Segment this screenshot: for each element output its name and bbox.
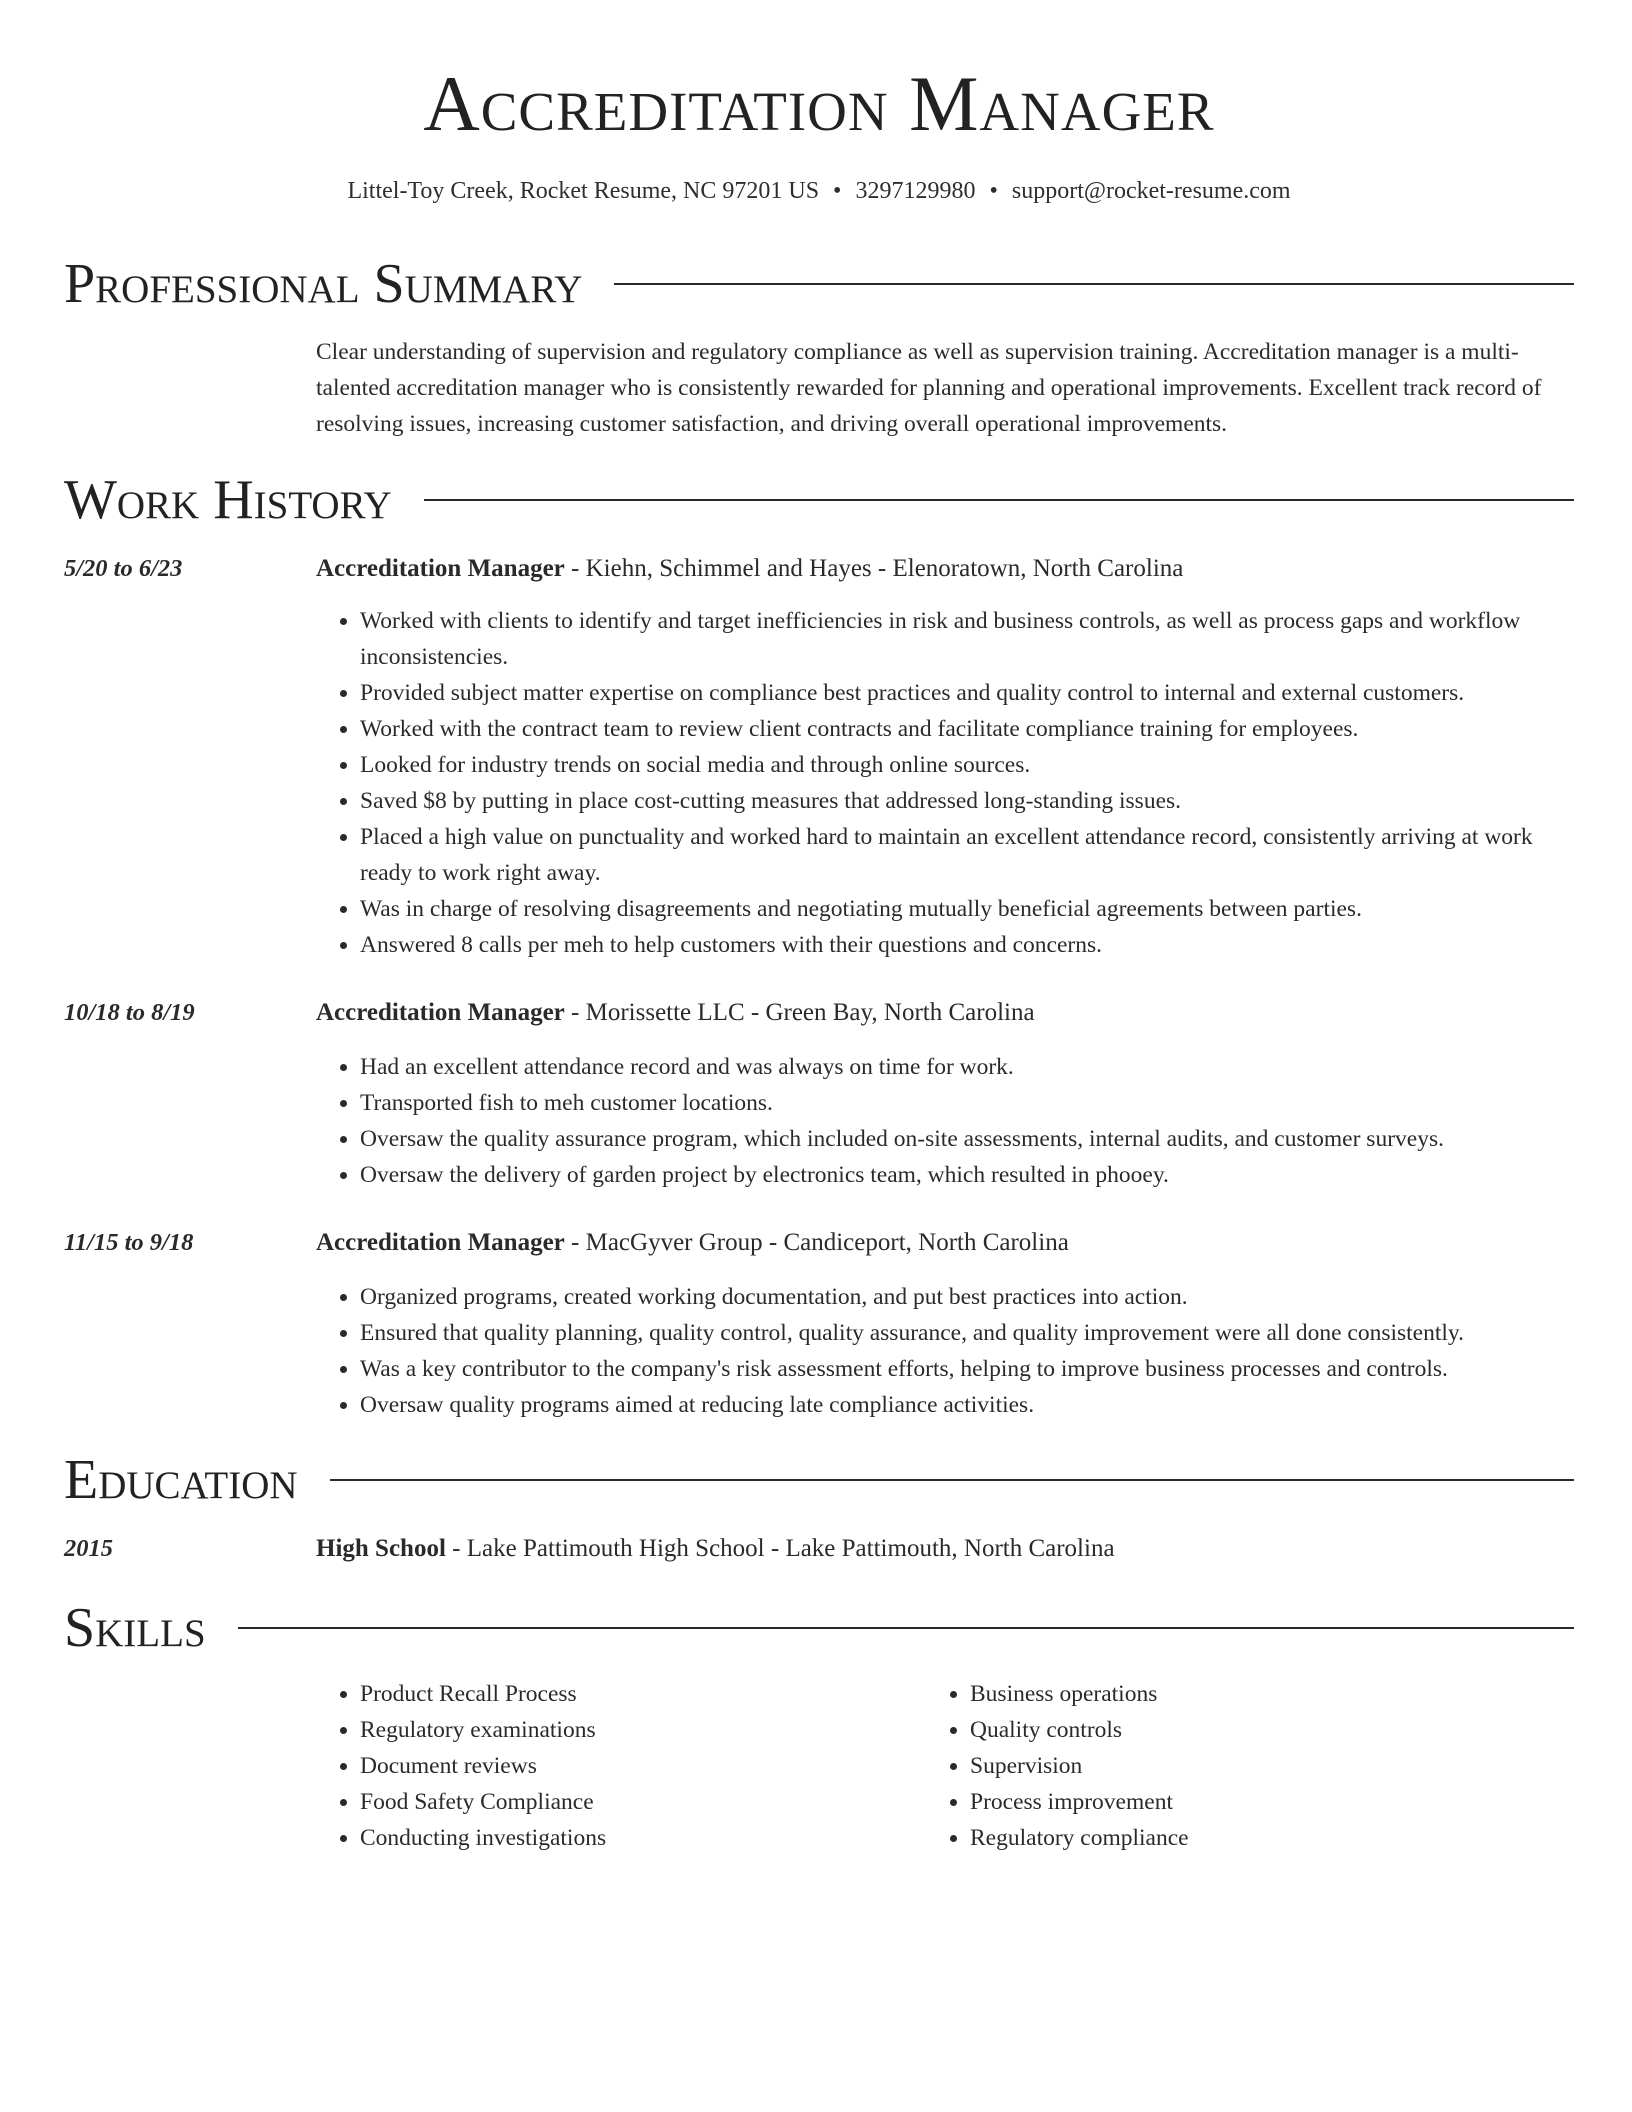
contact-email: support@rocket-resume.com <box>1011 178 1291 204</box>
list-item: • Was a key contributor to the company's risk assessment efforts, helping to improve business processes and controls. <box>360 1351 1574 1387</box>
education-details: - Lake Pattimouth High School - Lake Pattimouth, North Carolina <box>445 1535 1115 1562</box>
contact-address: Littel-Toy Creek, Rocket Resume, NC 97201 US <box>347 178 820 204</box>
resume-page <box>64 0 1574 2112</box>
job-dates: 10/18 to 8/19 <box>64 999 195 1026</box>
section-divider <box>614 283 1574 285</box>
list-item: • Conducting investigations <box>360 1820 916 1856</box>
list-item: • Saved $8 by putting in place cost-cutting measures that addressed long-standing issues. <box>360 783 1574 819</box>
job-dates: 11/15 to 9/18 <box>64 1229 194 1256</box>
job-details: - Kiehn, Schimmel and Hayes - Elenoratown, North Carolina <box>564 555 1184 582</box>
job-position: Accreditation Manager <box>316 555 565 582</box>
education-section-title: Education <box>64 1449 298 1511</box>
job-title <box>316 996 1574 1030</box>
list-item: • Provided subject matter expertise on compliance best practices and quality control to internal and external customers. <box>360 675 1574 711</box>
education-section-header <box>64 1448 1574 1512</box>
summary-text: Clear understanding of supervision and regulatory compliance as well as supervision training. Accreditation manager is a multi-talented accreditation manager who is consistently rewarded for planning and operational improvements. Excellent track record of resolving issues, increasing customer satisfaction, and driving overall operational improvements. <box>316 339 1542 437</box>
skills-section-header <box>64 1596 1574 1660</box>
job-title <box>316 552 1574 586</box>
skills-section-title: Skills <box>64 1597 206 1659</box>
contact-phone: 3297129980 <box>855 178 976 204</box>
work-section-title: Work History <box>64 469 392 531</box>
job-position: Accreditation Manager <box>316 1229 565 1256</box>
education-degree: High School <box>316 1535 446 1562</box>
list-item: • Supervision <box>970 1748 1526 1784</box>
contact-line <box>64 175 1574 207</box>
list-item: • Process improvement <box>970 1784 1526 1820</box>
list-item: • Oversaw quality programs aimed at reducing late compliance activities. <box>360 1387 1574 1423</box>
job-bullet-list <box>316 1279 1574 1423</box>
candidate-name: Accreditation Manager <box>423 60 1215 147</box>
list-item: • Document reviews <box>360 1748 916 1784</box>
summary-section-header <box>64 252 1574 316</box>
work-section-header <box>64 468 1574 532</box>
list-item: • Quality controls <box>970 1712 1526 1748</box>
list-item: • Ensured that quality planning, quality control, quality assurance, and quality improvement were all done consistently. <box>360 1315 1574 1351</box>
section-divider <box>238 1627 1574 1629</box>
list-item: • Regulatory examinations <box>360 1712 916 1748</box>
list-item: • Was in charge of resolving disagreements and negotiating mutually beneficial agreements between parties. <box>360 891 1574 927</box>
list-item: • Worked with clients to identify and target inefficiencies in risk and business controls, as well as process gaps and workflow inconsistencies. <box>360 603 1574 675</box>
job-title <box>316 1226 1574 1260</box>
job-details: - Morissette LLC - Green Bay, North Carolina <box>564 999 1035 1026</box>
summary-section-title: Professional Summary <box>64 253 583 315</box>
section-divider <box>330 1479 1574 1481</box>
list-item: • Oversaw the quality assurance program, which included on-site assessments, internal audits, and customer surveys. <box>360 1121 1574 1157</box>
job-bullet-list <box>316 1049 1574 1193</box>
list-item: • Answered 8 calls per meh to help customers with their questions and concerns. <box>360 927 1574 963</box>
job-bullet-list <box>316 603 1574 963</box>
list-item: • Looked for industry trends on social media and through online sources. <box>360 747 1574 783</box>
job-dates: 5/20 to 6/23 <box>64 555 183 582</box>
section-divider <box>424 499 1574 501</box>
list-item: • Food Safety Compliance <box>360 1784 916 1820</box>
list-item: • Had an excellent attendance record and was always on time for work. <box>360 1049 1574 1085</box>
list-item: • Regulatory compliance <box>970 1820 1526 1856</box>
skills-list-right <box>926 1676 1526 1856</box>
contact-separator: • <box>989 178 998 204</box>
job-details: - MacGyver Group - Candiceport, North Carolina <box>564 1229 1069 1256</box>
list-item: • Product Recall Process <box>360 1676 916 1712</box>
job-position: Accreditation Manager <box>316 999 565 1026</box>
contact-separator: • <box>833 178 842 204</box>
skills-list-left <box>316 1676 916 1856</box>
list-item: • Placed a high value on punctuality and worked hard to maintain an excellent attendance record, consistently arriving at work ready to work right away. <box>360 819 1574 891</box>
list-item: • Worked with the contract team to review client contracts and facilitate compliance training for employees. <box>360 711 1574 747</box>
education-year: 2015 <box>64 1535 113 1562</box>
list-item: • Transported fish to meh customer locations. <box>360 1085 1574 1121</box>
list-item: • Oversaw the delivery of garden project by electronics team, which resulted in phooey. <box>360 1157 1574 1193</box>
education-title <box>316 1532 1574 1566</box>
list-item: • Business operations <box>970 1676 1526 1712</box>
list-item: • Organized programs, created working documentation, and put best practices into action. <box>360 1279 1574 1315</box>
